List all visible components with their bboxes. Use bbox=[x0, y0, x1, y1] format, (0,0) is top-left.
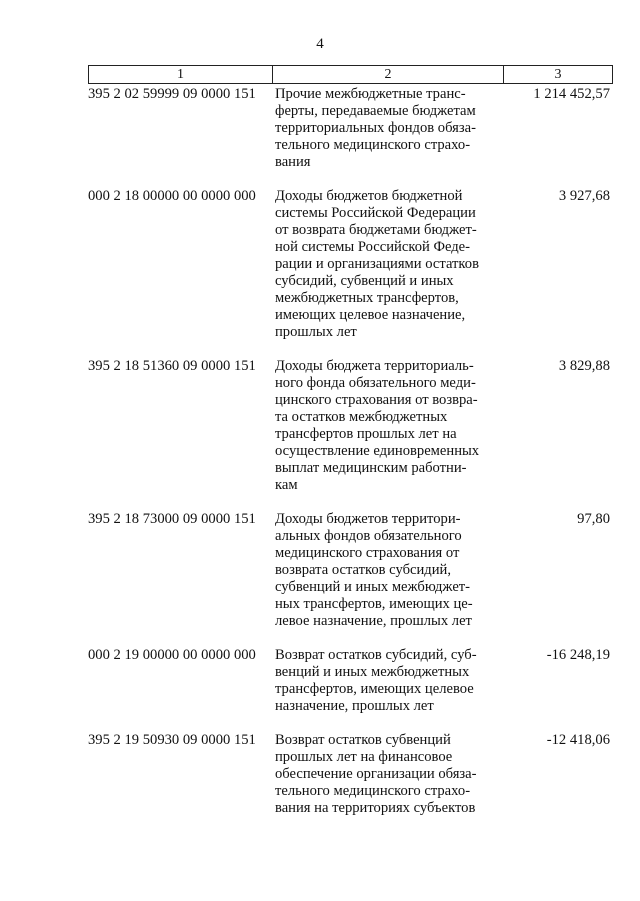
income-name bbox=[271, 647, 505, 715]
income-name-line: субвенций и иных межбюджет- bbox=[275, 579, 471, 595]
income-name-line: осуществление единовременных bbox=[275, 443, 480, 459]
income-name-line: возврата остатков субсидий, bbox=[275, 562, 451, 578]
amount: 1 214 452,57 bbox=[533, 86, 610, 102]
table-header bbox=[88, 65, 613, 84]
table-row bbox=[88, 732, 610, 817]
income-name bbox=[271, 511, 505, 630]
income-name-line: тельного медицинского страхо- bbox=[275, 783, 471, 799]
income-name-line: назначение, прошлых лет bbox=[275, 698, 434, 714]
income-name-line: цинского страхования от возвра- bbox=[275, 392, 478, 408]
income-name-line: медицинского страхования от bbox=[275, 545, 460, 561]
column-header-3: 3 bbox=[504, 66, 613, 84]
income-name-line: субсидий, субвенций и иных bbox=[275, 273, 454, 289]
income-name-line: ных трансфертов, имеющих це- bbox=[275, 596, 473, 612]
income-name-line: Доходы бюджетов территори- bbox=[275, 511, 461, 527]
table-row bbox=[88, 511, 610, 630]
income-name-line: кам bbox=[275, 477, 298, 493]
income-name-line: Доходы бюджета территориаль- bbox=[275, 358, 474, 374]
table-row bbox=[88, 358, 610, 494]
income-name-line: Прочие межбюджетные транс- bbox=[275, 86, 466, 102]
income-name bbox=[271, 86, 505, 171]
income-name bbox=[271, 188, 505, 341]
income-name-line: ферты, передаваемые бюджетам bbox=[275, 103, 476, 119]
income-name-line: трансфертов, имеющих целевое bbox=[275, 681, 474, 697]
income-name-line: обеспечение организации обяза- bbox=[275, 766, 477, 782]
income-name-line: прошлых лет bbox=[275, 324, 357, 340]
amount: -16 248,19 bbox=[546, 647, 610, 663]
income-name bbox=[271, 732, 505, 817]
income-name-line: та остатков межбюджетных bbox=[275, 409, 448, 425]
income-name-line: альных фондов обязательного bbox=[275, 528, 462, 544]
income-name-line: вания на территориях субъектов bbox=[275, 800, 476, 816]
column-header-1: 1 bbox=[89, 66, 273, 84]
income-name-line: выплат медицинским работни- bbox=[275, 460, 467, 476]
table-row bbox=[88, 86, 610, 171]
income-name-line: ного фонда обязательного меди- bbox=[275, 375, 476, 391]
classification-code: 395 2 18 73000 09 0000 151 bbox=[88, 511, 256, 527]
income-name-line: Возврат остатков субвенций bbox=[275, 732, 451, 748]
income-name-line: территориальных фондов обяза- bbox=[275, 120, 476, 136]
income-name-line: Доходы бюджетов бюджетной bbox=[275, 188, 463, 204]
income-name-line: прошлых лет на финансовое bbox=[275, 749, 453, 765]
classification-code: 395 2 19 50930 09 0000 151 bbox=[88, 732, 256, 748]
amount: 97,80 bbox=[577, 511, 610, 527]
income-name-line: межбюджетных трансфертов, bbox=[275, 290, 459, 306]
table-row bbox=[88, 647, 610, 715]
page-number: 4 bbox=[316, 36, 324, 52]
amount: -12 418,06 bbox=[546, 732, 610, 748]
income-name-line: Возврат остатков субсидий, суб- bbox=[275, 647, 477, 663]
income-name-line: системы Российской Федерации bbox=[275, 205, 476, 221]
table-body bbox=[88, 86, 610, 817]
income-name-line: трансфертов прошлых лет на bbox=[275, 426, 457, 442]
amount: 3 829,88 bbox=[558, 358, 610, 374]
classification-code: 000 2 19 00000 00 0000 000 bbox=[88, 647, 256, 663]
classification-code: 000 2 18 00000 00 0000 000 bbox=[88, 188, 256, 204]
table-row bbox=[88, 188, 610, 341]
income-name-line: ной системы Российской Феде- bbox=[275, 239, 471, 255]
income-name-line: от возврата бюджетами бюджет- bbox=[275, 222, 477, 238]
amount: 3 927,68 bbox=[558, 188, 610, 204]
income-name bbox=[271, 358, 505, 494]
income-name-line: рации и организациями остатков bbox=[275, 256, 479, 272]
income-name-line: имеющих целевое назначение, bbox=[275, 307, 466, 323]
classification-code: 395 2 18 51360 09 0000 151 bbox=[88, 358, 256, 374]
income-name-line: венций и иных межбюджетных bbox=[275, 664, 470, 680]
income-name-line: тельного медицинского страхо- bbox=[275, 137, 471, 153]
income-name-line: вания bbox=[275, 154, 311, 170]
income-name-line: левое назначение, прошлых лет bbox=[275, 613, 472, 629]
column-header-2: 2 bbox=[273, 66, 504, 84]
classification-code: 395 2 02 59999 09 0000 151 bbox=[88, 86, 256, 102]
